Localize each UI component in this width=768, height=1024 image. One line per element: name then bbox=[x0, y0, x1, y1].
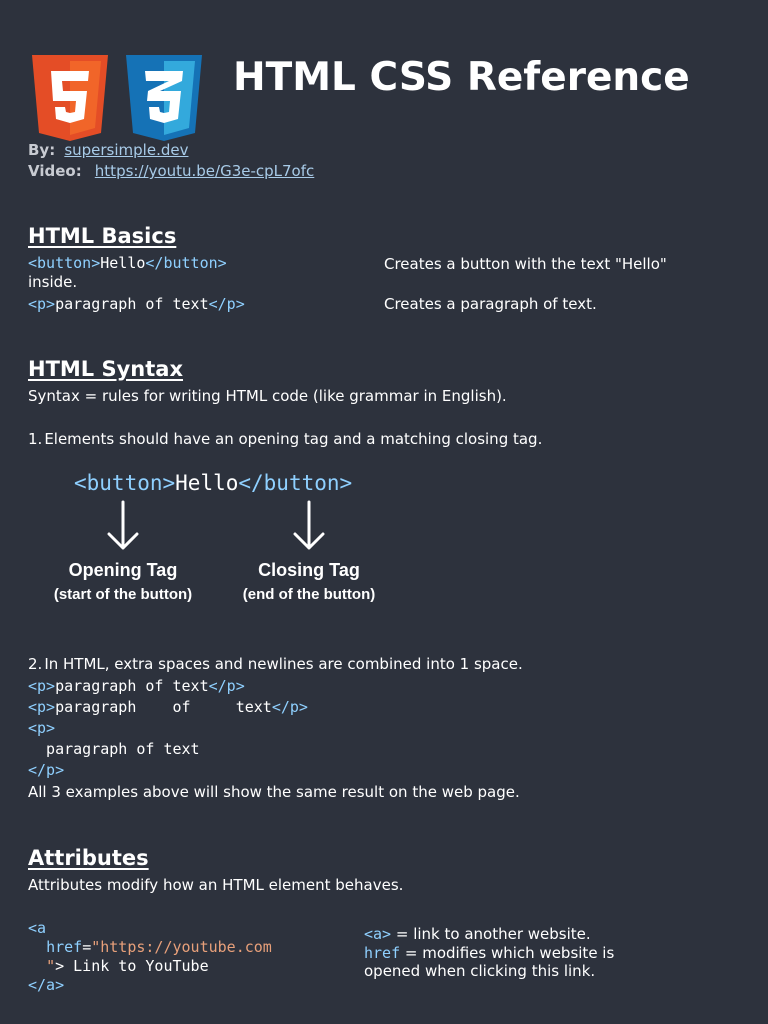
section-heading-syntax: HTML Syntax bbox=[28, 357, 184, 381]
section-heading-basics: HTML Basics bbox=[28, 224, 177, 248]
rule-text: Elements should have an opening tag and a matching closing tag. bbox=[44, 430, 543, 448]
code-attr-name: href bbox=[46, 938, 83, 956]
code-text: paragraph of text bbox=[55, 295, 209, 313]
code-paragraph-example bbox=[28, 294, 245, 315]
html5-logo bbox=[29, 55, 111, 141]
code-example-2 bbox=[28, 697, 308, 718]
rule-number: 2. bbox=[28, 655, 43, 673]
code-open-tag: <p> bbox=[28, 719, 56, 737]
code-close-tag: </button> bbox=[145, 254, 227, 272]
down-arrow-icon bbox=[106, 500, 140, 552]
diagram-close-tag: </button> bbox=[238, 471, 353, 495]
code-link-example bbox=[28, 919, 272, 995]
diagram-code bbox=[74, 470, 352, 496]
attr-desc-href-cont: opened when clicking this link. bbox=[364, 962, 596, 980]
rule-2 bbox=[28, 655, 523, 674]
opening-tag-label bbox=[33, 559, 213, 606]
code-text: paragraph of text bbox=[55, 677, 209, 695]
rule-number: 1. bbox=[28, 430, 43, 448]
code-example-3 bbox=[28, 718, 200, 781]
opening-tag-sub: (start of the button) bbox=[53, 586, 193, 603]
paragraph-description: Creates a paragraph of text. bbox=[384, 295, 597, 313]
attr-desc-code: <a> bbox=[364, 925, 392, 943]
attr-desc-text: = modifies which website is bbox=[400, 944, 615, 962]
closing-tag-label bbox=[219, 559, 399, 606]
code-link-text: > Link to YouTube bbox=[55, 957, 209, 975]
section-heading-attributes: Attributes bbox=[28, 846, 149, 870]
author-line bbox=[28, 140, 188, 160]
rule-text: In HTML, extra spaces and newlines are combined into 1 space. bbox=[44, 655, 523, 673]
code-eq: = bbox=[82, 938, 92, 956]
syntax-summary: All 3 examples above will show the same result on the web page. bbox=[28, 783, 520, 801]
author-link[interactable]: supersimple.dev bbox=[64, 141, 189, 159]
button-description: Creates a button with the text "Hello" bbox=[384, 255, 667, 273]
attributes-intro: Attributes modify how an HTML element behaves. bbox=[28, 876, 404, 894]
down-arrow-icon bbox=[292, 500, 326, 552]
attr-desc-href bbox=[364, 944, 614, 963]
attr-desc-a bbox=[364, 925, 591, 944]
code-text: Hello bbox=[100, 254, 146, 272]
code-close-tag: </p> bbox=[271, 698, 308, 716]
code-open-tag: <a bbox=[28, 919, 47, 937]
code-open-tag: <p> bbox=[28, 295, 56, 313]
video-line bbox=[28, 161, 314, 181]
video-link[interactable]: https://youtu.be/G3e-cpL7ofc bbox=[94, 162, 315, 180]
code-example-1 bbox=[28, 676, 245, 697]
code-close-tag: </a> bbox=[28, 976, 65, 994]
by-label: By: bbox=[28, 141, 56, 159]
code-attr-value: "https://youtube.com bbox=[91, 938, 272, 956]
code-open-tag: <p> bbox=[28, 677, 56, 695]
video-label: Video: bbox=[28, 162, 82, 180]
diagram-open-tag: <button> bbox=[74, 471, 176, 495]
diagram-text: Hello bbox=[175, 471, 239, 495]
code-button-example bbox=[28, 253, 227, 274]
code-text: paragraph of text bbox=[28, 740, 200, 758]
attr-desc-code: href bbox=[364, 944, 401, 962]
rule-1 bbox=[28, 430, 542, 449]
code-close-tag: </p> bbox=[208, 677, 245, 695]
page-title: HTML CSS Reference bbox=[233, 55, 690, 100]
syntax-intro: Syntax = rules for writing HTML code (like grammar in English). bbox=[28, 387, 507, 405]
code-close-tag: </p> bbox=[208, 295, 245, 313]
attr-desc-text: = link to another website. bbox=[391, 925, 591, 943]
code-text: paragraph of text bbox=[55, 698, 272, 716]
button-description-cont: inside. bbox=[28, 273, 78, 291]
code-open-tag: <button> bbox=[28, 254, 101, 272]
closing-tag-sub: (end of the button) bbox=[242, 586, 376, 603]
code-open-tag: <p> bbox=[28, 698, 56, 716]
code-quote-end: " bbox=[46, 957, 56, 975]
code-close-tag: </p> bbox=[28, 761, 65, 779]
css3-logo bbox=[123, 55, 205, 141]
closing-tag-title: Closing Tag bbox=[258, 560, 360, 580]
opening-tag-title: Opening Tag bbox=[68, 560, 178, 580]
